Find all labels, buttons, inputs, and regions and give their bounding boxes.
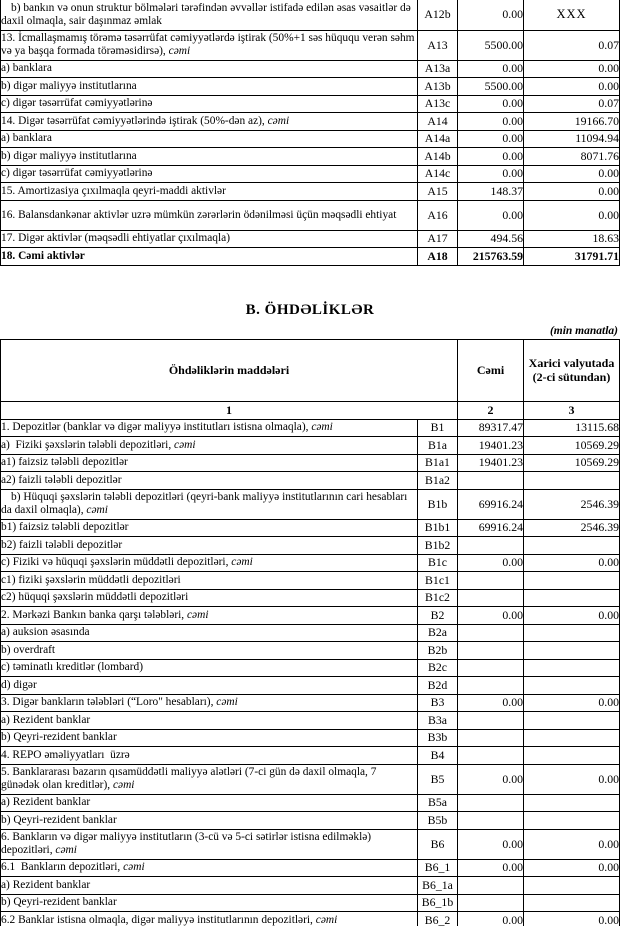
- item-label: 2. Mərkəzi Bankın banka qarşı tələbləri,: [1, 608, 187, 621]
- total-value-cell: [458, 572, 524, 590]
- assets-table: [0, 0, 620, 266]
- item-code-cell: B3: [418, 694, 458, 712]
- foreign-currency-value-cell: 0.00: [524, 60, 620, 78]
- total-value-cell: 0.00: [458, 60, 524, 78]
- item-label-cell: [1, 472, 418, 490]
- total-value-cell: 5500.00: [458, 30, 524, 60]
- item-label-cell: [1, 148, 418, 166]
- item-label: a1) faizsiz tələbli depozitlər: [1, 456, 128, 469]
- item-code-cell: B1a: [418, 437, 458, 455]
- item-label-italic-suffix: cəmi: [186, 608, 209, 621]
- table-row: [1, 812, 620, 830]
- total-value-cell: 0.00: [458, 148, 524, 166]
- item-label: a) auksion əsasında: [1, 626, 90, 639]
- total-value-cell: 0.00: [458, 829, 524, 859]
- table-row: [1, 877, 620, 895]
- foreign-currency-value-cell: 0.00: [524, 165, 620, 183]
- item-label: c) Fiziki və hüquqi şəxslərin müddətli depozitləri,: [1, 556, 232, 569]
- item-code-cell: B2a: [418, 624, 458, 642]
- foreign-currency-value-cell: 0.00: [524, 183, 620, 201]
- item-label-cell: [1, 694, 418, 712]
- total-value-cell: 0.00: [458, 912, 524, 926]
- item-code-cell: B4: [418, 747, 458, 765]
- foreign-currency-value-cell: 10569.29: [524, 437, 620, 455]
- foreign-currency-value-cell: 0.00: [524, 200, 620, 230]
- total-value-cell: [458, 642, 524, 660]
- item-label: 4. REPO əməliyyatları üzrə: [1, 748, 130, 761]
- foreign-currency-value-cell: [524, 712, 620, 730]
- item-code-cell: A13: [418, 30, 458, 60]
- table-row: [1, 519, 620, 537]
- item-label: b) digər maliyyə institutlarına: [1, 79, 137, 92]
- item-label-cell: [1, 894, 418, 912]
- total-value-cell: [458, 472, 524, 490]
- item-code-cell: A14a: [418, 130, 458, 148]
- table-row: [1, 912, 620, 926]
- item-code-cell: B6_1a: [418, 877, 458, 895]
- table-row: [1, 572, 620, 590]
- item-label-cell: [1, 659, 418, 677]
- item-label: c) digər təsərrüfat cəmiyyətlərinə: [1, 167, 153, 180]
- table-row: [1, 113, 620, 131]
- unit-note: (min manatla): [549, 324, 618, 337]
- item-code-cell: B2c: [418, 659, 458, 677]
- item-label: 6. Bankların və digər maliyyə institutların (3-cü və 5-ci sətirlər istisna edilməklə) depozitləri,: [1, 831, 372, 856]
- table-row: [1, 729, 620, 747]
- item-label: 17. Digər aktivlər (məqsədli ehtiyatlar çıxılmaqla): [1, 232, 230, 245]
- table-row: [1, 419, 620, 437]
- foreign-currency-value-cell: [524, 729, 620, 747]
- table-row: [1, 589, 620, 607]
- item-label: b) bankın və onun struktur bölmələri tərəfindən əvvəllər istifadə edilən əsas vəsaitlər də daxil olmaqla, sair daşınmaz əmlak: [1, 1, 411, 27]
- total-value-cell: [458, 877, 524, 895]
- item-label: b) Hüquqi şəxslərin tələbli depozitləri (qeyri-bank maliyyə institutlarının cari hesabları da daxil olmaqla),: [1, 491, 408, 516]
- foreign-currency-value-cell: 11094.94: [524, 130, 620, 148]
- table-row: [1, 694, 620, 712]
- item-label: 16. Balansdankənar aktivlər uzrə mümkün zərərlərin ödənilməsi üçün məqsədli ehtiyat: [1, 208, 397, 221]
- item-code-cell: B2: [418, 607, 458, 625]
- item-label: a) Fiziki şəxslərin tələbli depozitləri,: [1, 438, 175, 451]
- item-code-cell: B3a: [418, 712, 458, 730]
- table-row: [1, 747, 620, 765]
- item-label: 6.2 Banklar istisna olmaqla, digər maliyyə institutlarının depozitləri,: [1, 913, 316, 926]
- total-column-header: Cəmi: [458, 339, 524, 401]
- table-row: [1, 60, 620, 78]
- item-label-cell: [1, 877, 418, 895]
- item-label-italic-suffix: cəmi: [216, 696, 238, 709]
- total-value-cell: 215763.59: [458, 248, 524, 266]
- item-code-cell: B5a: [418, 794, 458, 812]
- foreign-currency-value-cell: 0.00: [524, 764, 620, 794]
- foreign-currency-value-cell: [524, 659, 620, 677]
- foreign-currency-value-cell: 0.00: [524, 607, 620, 625]
- foreign-currency-value-cell: XXX: [524, 0, 620, 30]
- column-numbers-row: [1, 401, 620, 419]
- total-value-cell: 0.00: [458, 607, 524, 625]
- item-label-cell: [1, 230, 418, 248]
- foreign-currency-value-cell: 31791.71: [524, 248, 620, 266]
- item-label-cell: [1, 113, 418, 131]
- total-value-cell: [458, 794, 524, 812]
- table-row: [1, 437, 620, 455]
- item-code-cell: B3b: [418, 729, 458, 747]
- foreign-currency-value-cell: [524, 537, 620, 555]
- item-code-cell: B1c: [418, 554, 458, 572]
- item-label-cell: [1, 794, 418, 812]
- foreign-currency-value-cell: 0.07: [524, 95, 620, 113]
- foreign-currency-value-cell: 18.63: [524, 230, 620, 248]
- table-row: [1, 454, 620, 472]
- total-value-cell: 0.00: [458, 554, 524, 572]
- item-code-cell: B2d: [418, 677, 458, 695]
- table-row: [1, 794, 620, 812]
- table-row: [1, 230, 620, 248]
- foreign-currency-value-cell: 0.07: [524, 30, 620, 60]
- item-label: a) Rezident banklar: [1, 713, 91, 726]
- table-row: [1, 712, 620, 730]
- item-code-cell: B6: [418, 829, 458, 859]
- item-label: c) təminatlı kreditlər (lombard): [1, 661, 144, 674]
- total-value-cell: 19401.23: [458, 437, 524, 455]
- foreign-currency-value-cell: 2546.39: [524, 489, 620, 519]
- item-code-cell: A16: [418, 200, 458, 230]
- item-code-cell: A13b: [418, 78, 458, 96]
- item-code-cell: A18: [418, 248, 458, 266]
- item-label-cell: [1, 95, 418, 113]
- item-label-cell: [1, 30, 418, 60]
- foreign-currency-value-cell: [524, 472, 620, 490]
- table-row: [1, 472, 620, 490]
- item-code-cell: B1a2: [418, 472, 458, 490]
- table-row: [1, 659, 620, 677]
- item-label-cell: [1, 437, 418, 455]
- foreign-currency-value-cell: [524, 589, 620, 607]
- table-row: [1, 607, 620, 625]
- item-code-cell: A17: [418, 230, 458, 248]
- table-row: [1, 764, 620, 794]
- item-code-cell: A13c: [418, 95, 458, 113]
- table-row: [1, 624, 620, 642]
- item-label-cell: [1, 0, 418, 30]
- liabilities-table: [0, 339, 620, 926]
- table-row: [1, 78, 620, 96]
- total-value-cell: [458, 624, 524, 642]
- item-label: c) digər təsərrüfat cəmiyyətlərinə: [1, 97, 153, 110]
- total-value-cell: [458, 537, 524, 555]
- foreign-currency-value-cell: [524, 894, 620, 912]
- table-row: [1, 537, 620, 555]
- section-b-heading: B. ÖHDƏLİKLƏR: [245, 301, 375, 318]
- item-code-cell: B6_2: [418, 912, 458, 926]
- item-label: a) Rezident banklar: [1, 878, 91, 891]
- items-column-header: Öhdəliklərin maddələri: [1, 339, 458, 401]
- item-code-cell: B1c1: [418, 572, 458, 590]
- column-number-2: 2: [458, 401, 524, 419]
- table-row: [1, 200, 620, 230]
- item-code-cell: A14b: [418, 148, 458, 166]
- item-label: b) overdraft: [1, 643, 56, 656]
- item-label: a) Rezident banklar: [1, 796, 91, 809]
- foreign-currency-value-cell: 13115.68: [524, 419, 620, 437]
- item-label-cell: [1, 624, 418, 642]
- total-value-cell: [458, 589, 524, 607]
- item-code-cell: B1b: [418, 489, 458, 519]
- item-label-cell: [1, 454, 418, 472]
- item-label-italic-suffix: cəmi: [174, 438, 196, 451]
- item-label-cell: [1, 607, 418, 625]
- item-label: 14. Digər təsərrüfat cəmiyyətlərində iştirak (50%-dən az),: [1, 114, 268, 127]
- total-value-cell: [458, 712, 524, 730]
- total-value-cell: [458, 659, 524, 677]
- item-label-cell: [1, 489, 418, 519]
- item-label-cell: [1, 747, 418, 765]
- foreign-currency-value-cell: 10569.29: [524, 454, 620, 472]
- foreign-currency-value-cell: 0.00: [524, 694, 620, 712]
- total-value-cell: [458, 729, 524, 747]
- item-label-cell: [1, 829, 418, 859]
- total-value-cell: 0.00: [458, 95, 524, 113]
- item-label: c1) fiziki şəxslərin müddətli depozitləri: [1, 573, 181, 586]
- table-row: [1, 248, 620, 266]
- item-label-cell: [1, 248, 418, 266]
- item-label: c2) hüquqi şəxslərin müddətli depozitləri: [1, 591, 189, 604]
- item-label-cell: [1, 78, 418, 96]
- item-label-cell: [1, 812, 418, 830]
- foreign-currency-value-cell: 0.00: [524, 554, 620, 572]
- item-label: b) Qeyri-rezident banklar: [1, 813, 117, 826]
- foreign-currency-value-cell: 2546.39: [524, 519, 620, 537]
- table-row: [1, 0, 620, 30]
- item-label: d) digər: [1, 678, 37, 691]
- total-value-cell: 0.00: [458, 113, 524, 131]
- foreign-currency-value-cell: [524, 572, 620, 590]
- total-value-cell: 89317.47: [458, 419, 524, 437]
- foreign-currency-value-cell: 19166.70: [524, 113, 620, 131]
- item-label-cell: [1, 589, 418, 607]
- item-label-cell: [1, 729, 418, 747]
- foreign-currency-value-cell: [524, 642, 620, 660]
- foreign-currency-value-cell: 0.00: [524, 912, 620, 926]
- liabilities-header-row: [1, 339, 620, 401]
- table-row: [1, 642, 620, 660]
- item-label-italic-suffix: cəmi: [315, 913, 338, 926]
- item-label-cell: [1, 572, 418, 590]
- item-label: 18. Cəmi aktivlər: [1, 249, 85, 262]
- item-label-cell: [1, 912, 418, 926]
- table-row: [1, 130, 620, 148]
- total-value-cell: 0.00: [458, 0, 524, 30]
- item-code-cell: B2b: [418, 642, 458, 660]
- item-label-cell: [1, 519, 418, 537]
- table-row: [1, 30, 620, 60]
- table-row: [1, 859, 620, 877]
- item-label: b) Qeyri-rezident banklar: [1, 896, 117, 909]
- item-label: a) banklara: [1, 62, 52, 75]
- item-label: b2) faizli tələbli depozitlər: [1, 538, 123, 551]
- table-row: [1, 95, 620, 113]
- item-code-cell: A12b: [418, 0, 458, 30]
- item-label: b) Qeyri-rezident banklar: [1, 731, 117, 744]
- foreign-currency-value-cell: 8071.76: [524, 148, 620, 166]
- item-label-cell: [1, 677, 418, 695]
- item-label: 1. Depozitlər (banklar və digər maliyyə institutları istisna olmaqla),: [1, 421, 312, 434]
- item-label-cell: [1, 130, 418, 148]
- item-code-cell: B1b1: [418, 519, 458, 537]
- foreign-currency-value-cell: 0.00: [524, 78, 620, 96]
- item-label-italic-suffix: cəmi: [55, 844, 77, 856]
- item-label-cell: [1, 419, 418, 437]
- item-code-cell: A15: [418, 183, 458, 201]
- table-row: [1, 894, 620, 912]
- total-value-cell: 69916.24: [458, 519, 524, 537]
- table-row: [1, 489, 620, 519]
- table-row: [1, 829, 620, 859]
- total-value-cell: 0.00: [458, 764, 524, 794]
- total-value-cell: 0.00: [458, 130, 524, 148]
- item-label: 6.1 Bankların depozitləri,: [1, 861, 124, 874]
- foreign-currency-column-header: Xarici valyutada (2-ci sütundan): [524, 339, 620, 401]
- total-value-cell: [458, 747, 524, 765]
- table-row: [1, 183, 620, 201]
- table-row: [1, 554, 620, 572]
- item-label: 15. Amortizasiya çıxılmaqla qeyri-maddi aktivlər: [1, 184, 226, 197]
- item-label-italic-suffix: cəmi: [311, 421, 333, 434]
- item-label: 13. İcmallaşmamış törəmə təsərrüfat cəmiyyətlərdə iştirak (50%+1 səs hüququ verən səhm və ya başqa formada törəməsidirsə),: [1, 32, 415, 57]
- item-label-cell: [1, 200, 418, 230]
- item-code-cell: B1c2: [418, 589, 458, 607]
- item-code-cell: B6_1: [418, 859, 458, 877]
- foreign-currency-value-cell: [524, 794, 620, 812]
- item-label-cell: [1, 60, 418, 78]
- item-code-cell: B1: [418, 419, 458, 437]
- total-value-cell: [458, 812, 524, 830]
- total-value-cell: 5500.00: [458, 78, 524, 96]
- column-number-3: 3: [524, 401, 620, 419]
- item-code-cell: B5: [418, 764, 458, 794]
- item-code-cell: A14: [418, 113, 458, 131]
- foreign-currency-value-cell: 0.00: [524, 859, 620, 877]
- total-value-cell: [458, 894, 524, 912]
- item-label-italic-suffix: cəmi: [231, 556, 253, 569]
- total-value-cell: 19401.23: [458, 454, 524, 472]
- total-value-cell: 0.00: [458, 165, 524, 183]
- total-value-cell: 0.00: [458, 200, 524, 230]
- item-label-italic-suffix: cəmi: [123, 861, 145, 874]
- item-label-italic-suffix: cəmi: [168, 45, 191, 57]
- table-row: [1, 148, 620, 166]
- item-label: a) banklara: [1, 132, 52, 145]
- item-label-cell: [1, 712, 418, 730]
- table-row: [1, 677, 620, 695]
- total-value-cell: 494.56: [458, 230, 524, 248]
- total-value-cell: 0.00: [458, 694, 524, 712]
- total-value-cell: [458, 677, 524, 695]
- item-code-cell: A13a: [418, 60, 458, 78]
- foreign-currency-value-cell: [524, 677, 620, 695]
- item-label-cell: [1, 764, 418, 794]
- foreign-currency-value-cell: [524, 812, 620, 830]
- item-label-italic-suffix: cəmi: [86, 504, 108, 516]
- item-label-cell: [1, 554, 418, 572]
- item-label-cell: [1, 183, 418, 201]
- total-value-cell: 0.00: [458, 859, 524, 877]
- item-code-cell: B1b2: [418, 537, 458, 555]
- item-code-cell: B5b: [418, 812, 458, 830]
- item-label-cell: [1, 537, 418, 555]
- item-label: a2) faizli tələbli depozitlər: [1, 473, 122, 486]
- foreign-currency-value-cell: 0.00: [524, 829, 620, 859]
- item-label-cell: [1, 859, 418, 877]
- item-label-cell: [1, 642, 418, 660]
- item-label-cell: [1, 165, 418, 183]
- foreign-currency-value-cell: [524, 624, 620, 642]
- total-value-cell: 69916.24: [458, 489, 524, 519]
- total-value-cell: 148.37: [458, 183, 524, 201]
- foreign-currency-value-cell: [524, 747, 620, 765]
- column-number-1: 1: [1, 401, 458, 419]
- item-code-cell: B1a1: [418, 454, 458, 472]
- item-code-cell: B6_1b: [418, 894, 458, 912]
- item-label-italic-suffix: cəmi: [112, 779, 135, 791]
- item-label: b1) faizsiz tələbli depozitlər: [1, 521, 129, 534]
- table-row: [1, 165, 620, 183]
- foreign-currency-value-cell: [524, 877, 620, 895]
- item-label-italic-suffix: cəmi: [267, 114, 290, 127]
- item-label: b) digər maliyyə institutlarına: [1, 149, 137, 162]
- item-label: 3. Digər bankların tələbləri (“Loro" hesabları),: [1, 696, 217, 709]
- item-label: 5. Banklararası bazarın qısamüddətli maliyyə alətləri (7-ci gün də daxil olmaqla, 7 günədək olan kreditlər),: [1, 766, 377, 791]
- item-code-cell: A14c: [418, 165, 458, 183]
